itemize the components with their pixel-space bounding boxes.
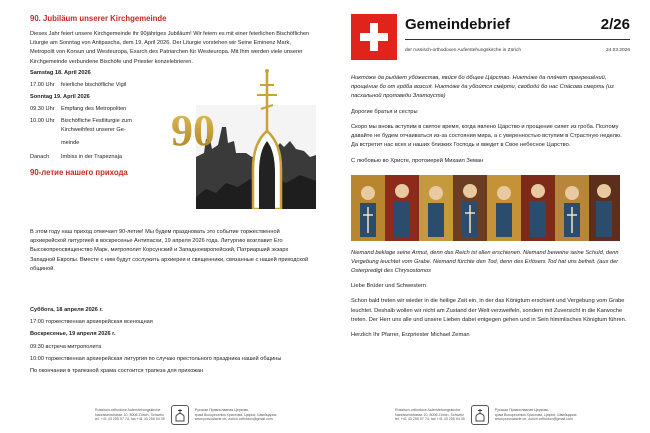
schedule-row: 09.30 Uhr Empfang des Metropoliten <box>30 106 127 113</box>
signature-de: Herzlich Ihr Pfarrer, Erzpriester Michael Zeman <box>351 332 470 339</box>
masthead <box>351 14 630 60</box>
body-de: Schon bald treten wir wieder in die heilige Zeit ein, in der das Königtum erschient und Vergebung vom Grabe leuchtet. Deshalb wollen wir nicht am Zustand der Welt verzweifeln, sondern mit Zuversicht in die Karwoche treten. Der Herr uns alle und unsere Lieben dabei entgegen gehen und in Sein himmlisches Königtum führen. <box>351 298 627 323</box>
schedule-row: Danach Imbiss in der Trapeznaja <box>30 154 122 161</box>
de-sunday-label: Sonntag 19. April 2026 <box>30 94 90 101</box>
ru-heading: 90-летие нашего прихода <box>30 168 128 178</box>
schedule-row: 10.00 Uhr Bischöfliche Festliturgie zum Kirchweihfest unserer Ge- <box>30 118 132 134</box>
jubilee-90-graphic <box>166 57 316 209</box>
newsletter-subtitle: der russisch-orthodoxen Auferstehungskirche in Zürich <box>405 48 521 53</box>
greeting-ru: Дорогие братья и сестры <box>351 108 418 115</box>
ru-saturday-event: 17:00 торжественная архиерейская всенощная <box>30 319 153 326</box>
de-intro: Dieses Jahr feiert unsere Kirchgemeinde ihr 90jähriges Jubiläum! Wir feiern es mit einer feierlichen Bischöflichen Liturgie am Sonntag von Antipascha, dem 19. April 2026. Der Liturgie vorstehen wir Seine Eminenz Mark, Metropolit von Korsun und Westeuropa, Exarch des Patriarchen für Westeuropa. Mit Ihm werden viele unserer Kirchgemeinde verbundene Bischöfe und Priester konzelebrieren. <box>30 31 310 65</box>
ru-saturday-label: Суббота, 18 апреля 2026 г. <box>30 307 103 313</box>
ru-sunday-event-2: 10:00 торжественная архиерейская литургия по случаю престольного праздника нашей общины <box>30 355 282 362</box>
badge-number: 90 <box>171 105 215 155</box>
right-footer: Russisch-orthodoxe Auferstehungskirche Narzissenstrasse 10, 8006 Zürich, Schweiz tel. +41 43 255 07 74, fax +41 43 255 94 35 Русская Православная Церковь храм Воскресения Христова, Цюрих, Швейцария www.pravoslavie.ch, zurich.orthodox@gmail.com <box>395 405 577 425</box>
left-footer: Russisch-orthodoxe Auferstehungskirche Narzissenstrasse 10, 8006 Zürich, Schweiz tel. +41 43 255 07 74, fax +41 43 255 94 35 Русская Православная Церковь храм Воскресения Христова, Цюрих, Швейцария www.pravoslavie.ch, zurich.orthodox@gmail.com <box>95 405 277 425</box>
schedule-row: meinde <box>61 140 80 147</box>
swiss-flag-icon <box>351 14 397 60</box>
body-ru: Скоро мы вновь вступим в святое время, когда явлено Царство и прощение сияет из гроба. Поэтому давайте не будем отчаиваться из-за состояния мира, а с уверенностью вступим в Страстную неделю. Да встретит нас всех и наших близких Господь и введет в Свое небесное Царство. <box>351 123 622 149</box>
newsletter-date: 24.03.2026 <box>605 48 630 53</box>
de-saturday-label: Samstag 18. April 2026 <box>30 69 91 76</box>
quote-ru: Никтόже да рыдáет убόжества, яви́ся бо óбщее Цáрство. Никтόже да плáчет прегреше́ний, прощéние бо от грóба возсия́. Никтόже да убои́тся смéрти, свободи́ бо нас Спáсова смерть (из пасхальной проповеди Златоуста) <box>351 75 614 100</box>
newsletter-title: Gemeindebrief <box>405 16 511 33</box>
ru-sunday-event-1: 09:30 встреча митрополита <box>30 343 102 350</box>
ru-sunday-label: Воскресенье, 19 апреля 2026 г. <box>30 331 116 338</box>
icon-strip-image <box>351 175 620 241</box>
ru-schedule-block <box>30 306 315 376</box>
issue-number: 2/26 <box>600 16 630 33</box>
ru-intro-part1: В этом году наш приход отмечает 90-летие! Мы будем праздновать это событие торжественной архиерейской литургией в воскресенье Антипасхи, 19 апреля 2026 года. Литургию возглавит Его Высокопреосвященство Марк, митрополит Корсунский и Западноевропейский, Патриарший экзарх Западной Европы. Вместе с ним будут сослужить архиереи и священники, связанные с нашей приходской общиной. <box>30 229 309 272</box>
quote-de: Niemand beklage seine Armut, denn das Reich ist allen erschienen. Niemand beweine seine Schuld, denn Vergebung leuchtet vom Grabe. Niemand fürchte den Tod, denn des Erlösers Tod hat uns befreit. (aus der Osterpredigt des Chrysostomos <box>351 249 619 275</box>
signature-ru: С любовью во Христе, протоиерей Михаил Земан <box>351 158 484 165</box>
de-heading: 90. Jubiläum unserer Kirchgemeinde <box>30 14 167 23</box>
ru-closing: По окончании в трапезной храма состоится трапеза для прихожан <box>30 368 204 375</box>
schedule-row: 17.00 Uhr feierliche bischöfliche Vigil <box>30 82 127 89</box>
greeting-de: Liebe Brüder und Schwestern <box>351 283 426 290</box>
right-page <box>325 0 650 433</box>
church-logo-icon <box>471 405 489 425</box>
church-logo-icon <box>171 405 189 425</box>
